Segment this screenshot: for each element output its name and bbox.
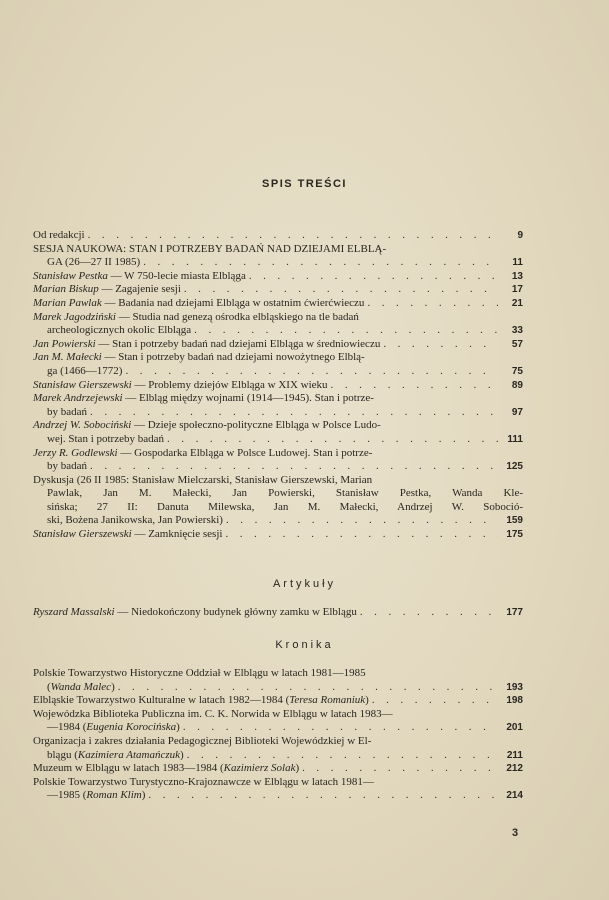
table-of-contents <box>33 229 523 542</box>
page-ref: 11 <box>512 257 523 269</box>
author: Ryszard Massalski <box>33 606 115 618</box>
page-title: SPIS TREŚCI <box>262 178 347 190</box>
author: Marian Biskup <box>33 283 99 296</box>
page-ref: 13 <box>511 270 523 282</box>
author: Jan M. Małecki <box>33 351 102 364</box>
page-ref: 212 <box>506 763 523 775</box>
author: Stanisław Gierszewski <box>33 378 132 391</box>
author: Jan Powierski <box>33 337 96 350</box>
toc-entry: Marian Biskup — Zagajenie sesji . . . 17 <box>33 283 523 297</box>
toc-entry: Marek Jagodziński — Studia nad genezą ośrodka elbląskiego na tle badań archeologicznych okolic Elbląga . . . 33 <box>33 311 523 338</box>
page-ref: 125 <box>506 461 523 473</box>
page-ref: 97 <box>511 406 523 418</box>
toc-entry: Organizacja i zakres działania Pedagogicznej Biblioteki Wojewódzkiej w El- blągu (Kazimiera Atamańczuk) . . . 211 <box>33 735 523 762</box>
toc-entry: Marian Pawlak — Badania nad dziejami Elbląga w ostatnim ćwierćwieczu . . . 21 <box>33 297 523 311</box>
page-ref: 175 <box>506 529 523 541</box>
toc-entry: Dyskusja (26 II 1985: Stanisław Mielczarski, Stanisław Gierszewski, Marian Pawlak, Jan M. Małecki, Jan Powierski, Stanisław Pestka, Wanda Kle- sińska; 27 II: Danuta Milewska, Jan M. Małecki, Andrzej W. Soboció- ski, Bożena Janikowska, Jan Powierski) . . . 159 <box>33 474 523 528</box>
author: Jerzy R. Godlewski <box>33 446 118 459</box>
page-ref: 198 <box>506 695 523 707</box>
toc-entry: Jerzy R. Godlewski — Gospodarka Elbląga w Polsce Ludowej. Stan i potrze- by badań . . . 125 <box>33 447 523 474</box>
page-ref: 111 <box>507 433 523 445</box>
toc-entry: Wojewódzka Biblioteka Publiczna im. C. K. Norwida w Elblągu w latach 1983— —1984 (Eugenia Korocińska) . . . 201 <box>33 708 523 735</box>
page-ref: 9 <box>517 230 523 241</box>
toc-entry: Elbląskie Towarzystwo Kulturalne w latach 1982—1984 (Teresa Romaniuk) . . . 198 <box>33 694 523 708</box>
section-heading-artykuly: Artykuły <box>272 578 337 590</box>
page-number: 3 <box>512 827 519 839</box>
toc-entry: SESJA NAUKOWA: STAN I POTRZEBY BADAŃ NAD DZIEJAMI ELBLĄ- GA (26—27 II 1985) . . . 11 <box>33 243 523 270</box>
toc-entry: Jan Powierski — Stan i potrzeby badań nad dziejami Elbląga w średniowieczu . . . 57 <box>33 338 523 352</box>
author: Eugenia Korocińska <box>86 721 177 734</box>
toc-entry: Stanisław Pestka — W 750-lecie miasta Elbląga . . . 13 <box>33 270 523 284</box>
page-ref: 214 <box>506 790 523 802</box>
toc-entry: Muzeum w Elblągu w latach 1983—1984 (Kazimierz Solak) . . . 212 <box>33 762 523 776</box>
page-ref: 17 <box>511 284 523 296</box>
toc-entry: Polskie Towarzystwo Turystyczno-Krajoznawcze w Elblągu w latach 1981— —1985 (Roman Klim) . . . 214 <box>33 776 523 803</box>
page-ref: 201 <box>506 722 523 734</box>
author: Marek Jagodziński <box>33 310 116 323</box>
articles-list <box>33 606 523 620</box>
page-ref: 159 <box>506 515 523 527</box>
toc-entry: Stanisław Gierszewski — Zamknięcie sesji . . . 175 <box>33 528 523 542</box>
toc-entry: Marek Andrzejewski — Elbląg między wojnami (1914—1945). Stan i potrze- by badań . . . 97 <box>33 392 523 419</box>
section-heading-kronika: Kronika <box>275 639 334 651</box>
author: Marek Andrzejewski <box>33 392 123 405</box>
toc-entry: Stanisław Gierszewski — Problemy dziejów Elbląga w XIX wieku . . . 89 <box>33 379 523 393</box>
author: Kazimiera Atamańczuk <box>77 748 181 761</box>
page-ref: 33 <box>511 325 523 337</box>
author: Teresa Romaniuk <box>289 694 366 707</box>
page-ref: 57 <box>511 338 523 350</box>
author: Stanisław Gierszewski <box>33 528 132 541</box>
author: Roman Klim <box>86 789 142 802</box>
toc-entry: Polskie Towarzystwo Historyczne Oddział w Elblągu w latach 1981—1985 (Wanda Malec) . . . 193 <box>33 667 523 694</box>
page-ref: 75 <box>511 365 523 377</box>
author: Marian Pawlak <box>33 296 102 309</box>
author: Stanisław Pestka <box>33 269 108 282</box>
toc-entry: Ryszard Massalski — Niedokończony budynek główny zamku w Elblągu . . . 177 <box>33 606 523 620</box>
page-ref: 211 <box>506 749 523 761</box>
page-ref: 177 <box>506 607 523 618</box>
chronicle-list <box>33 667 523 803</box>
page-ref: 21 <box>511 297 523 309</box>
page-ref: 89 <box>511 379 523 391</box>
toc-entry: Andrzej W. Sobociński — Dzieje społeczno-polityczne Elbląga w Polsce Ludo- wej. Stan i potrzeby badań . . . 111 <box>33 419 523 446</box>
page-ref: 193 <box>506 681 523 693</box>
author: Kazimierz Solak <box>223 762 296 775</box>
toc-entry: Jan M. Małecki — Stan i potrzeby badań nad dziejami nowożytnego Elblą- ga (1466—1772) . . . 75 <box>33 351 523 378</box>
toc-entry: Od redakcji . . . 9 <box>33 229 523 243</box>
author: Andrzej W. Sobociński <box>33 419 132 432</box>
author: Wanda Malec <box>50 680 112 693</box>
